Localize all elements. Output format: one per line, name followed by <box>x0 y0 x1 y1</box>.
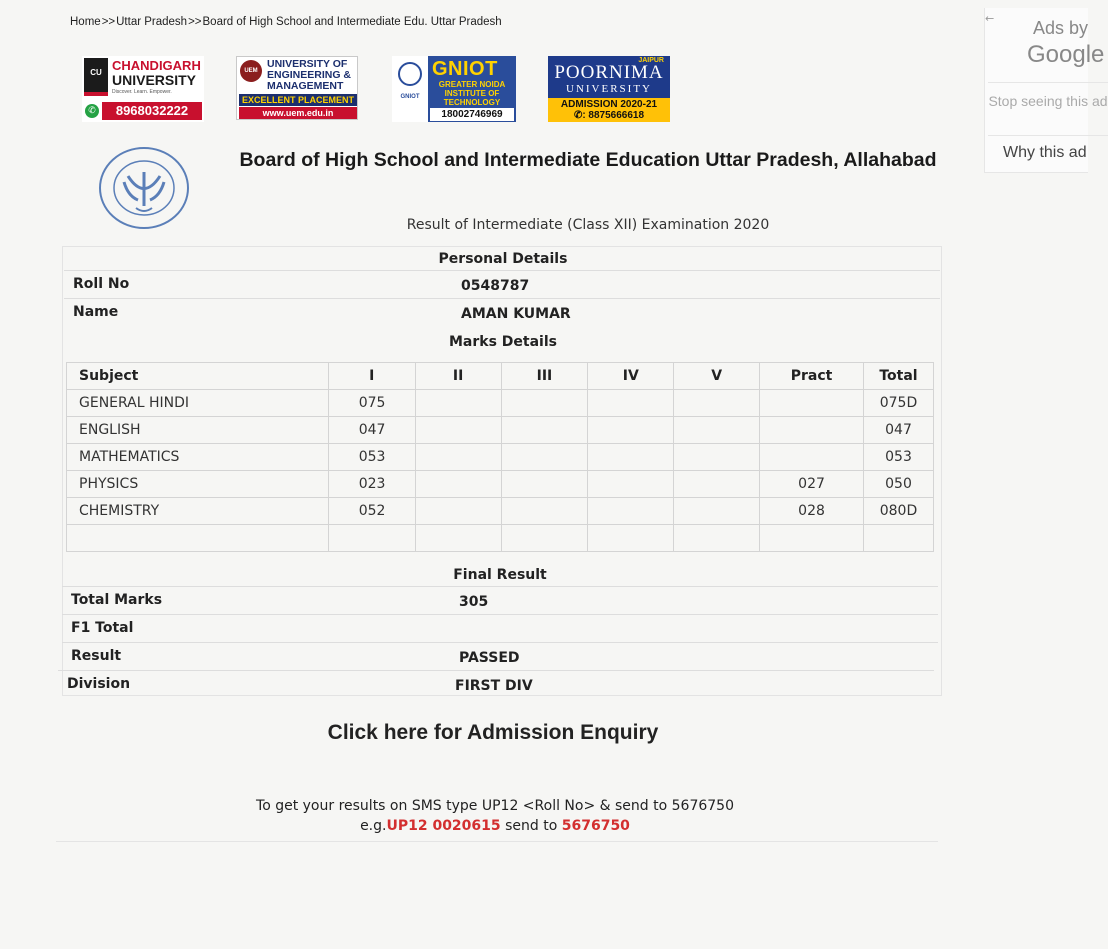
f1-total-label: F1 Total <box>71 620 134 636</box>
sms-send-to: send to <box>500 818 562 834</box>
total-cell: 050 <box>863 471 933 498</box>
why-this-ad-link[interactable]: Why this ad <box>1003 144 1087 161</box>
total-cell: 047 <box>863 417 933 444</box>
final-result-heading: Final Result <box>453 567 547 583</box>
board-title: Board of High School and Intermediate Education Uttar Pradesh, Allahabad <box>239 149 937 171</box>
mark-cell <box>415 525 501 552</box>
poornima-admission-label: ADMISSION 2020-21 <box>560 99 658 110</box>
poornima-phone: ✆: 8875666618 <box>573 110 645 121</box>
table-row <box>67 444 934 471</box>
personal-details-heading: Personal Details <box>438 251 568 267</box>
col-paper-5: V <box>674 363 760 390</box>
practical-cell: 027 <box>760 471 864 498</box>
total-cell: 075D <box>863 390 933 417</box>
poornima-city: JAIPUR <box>638 57 664 64</box>
col-paper-1: I <box>328 363 415 390</box>
whatsapp-icon: ✆ <box>85 104 99 118</box>
f1-total-row <box>62 614 938 642</box>
practical-cell <box>760 525 864 552</box>
breadcrumb-state-link[interactable]: Uttar Pradesh <box>116 16 188 28</box>
mark-cell <box>501 525 588 552</box>
uem-logo-icon: UEM <box>240 60 262 82</box>
col-total: Total <box>863 363 933 390</box>
sms-instruction: To get your results on SMS type UP12 <Roll No> & send to 5676750 <box>256 798 734 814</box>
col-paper-3: III <box>501 363 588 390</box>
breadcrumb-home-link[interactable]: Home <box>70 16 101 28</box>
mark-cell <box>328 525 415 552</box>
mark-cell: 023 <box>328 471 415 498</box>
name-row <box>64 298 940 326</box>
cu-tagline: Discover. Learn. Empower. <box>112 89 172 95</box>
mark-cell <box>588 444 674 471</box>
breadcrumb-current: Board of High School and Intermediate Edu. Uttar Pradesh <box>202 16 502 28</box>
roll-value: 0548787 <box>461 278 530 294</box>
practical-cell: 028 <box>760 498 864 525</box>
total-marks-label: Total Marks <box>71 592 163 608</box>
mark-cell <box>415 471 501 498</box>
sms-number: 5676750 <box>561 818 630 834</box>
poornima-admission <box>548 98 670 122</box>
total-marks-value: 305 <box>459 594 489 610</box>
subject-cell: PHYSICS <box>67 471 329 498</box>
poornima-university: UNIVERSITY <box>566 83 652 95</box>
mark-cell <box>415 498 501 525</box>
poornima-ad[interactable] <box>548 56 670 122</box>
google-logo: Google <box>1027 41 1105 68</box>
subject-cell <box>67 525 329 552</box>
ads-by-label: Ads by <box>1033 18 1089 38</box>
uem-url: www.uem.edu.in <box>239 107 357 119</box>
mark-cell <box>674 444 760 471</box>
name-value: AMAN KUMAR <box>461 306 571 322</box>
mark-cell <box>674 498 760 525</box>
gniot-ad[interactable] <box>392 56 516 122</box>
mark-cell <box>674 390 760 417</box>
mark-cell <box>588 498 674 525</box>
back-arrow-icon[interactable]: ← <box>985 12 995 25</box>
practical-cell <box>760 390 864 417</box>
poornima-name: POORNIMA <box>554 62 664 83</box>
mark-cell <box>501 444 588 471</box>
gniot-phone: 18002746969 <box>430 108 514 121</box>
division-row <box>58 670 934 698</box>
col-subject: Subject <box>67 363 329 390</box>
mark-cell: 052 <box>328 498 415 525</box>
total-cell: 053 <box>863 444 933 471</box>
col-paper-4: IV <box>588 363 674 390</box>
up-government-seal-icon <box>98 146 190 230</box>
mark-cell <box>501 471 588 498</box>
mark-cell <box>588 471 674 498</box>
mark-cell: 053 <box>328 444 415 471</box>
mark-cell <box>674 471 760 498</box>
gniot-name: GNIOT <box>432 58 498 80</box>
col-practical: Pract <box>760 363 864 390</box>
sms-info <box>200 796 790 836</box>
admission-enquiry-link[interactable]: Click here for Admission Enquiry <box>327 721 659 744</box>
mark-cell <box>501 498 588 525</box>
stop-seeing-ad-button[interactable]: Stop seeing this ad <box>988 82 1108 136</box>
google-ad-panel <box>984 8 1108 173</box>
cu-name <box>112 58 201 88</box>
total-cell: 080D <box>863 498 933 525</box>
roll-label: Roll No <box>73 276 130 292</box>
cu-name-line1: CHANDIGARH <box>112 58 201 73</box>
exam-title: Result of Intermediate (Class XII) Examination 2020 <box>406 217 770 233</box>
sms-example-code: UP12 0020615 <box>386 818 501 834</box>
marks-details-heading: Marks Details <box>449 334 557 350</box>
gniot-emblem-icon <box>392 56 428 122</box>
chandigarh-university-ad[interactable] <box>82 56 204 122</box>
mark-cell <box>588 525 674 552</box>
breadcrumb-separator: >> <box>188 16 202 28</box>
total-marks-row <box>62 586 938 614</box>
result-value: PASSED <box>459 650 520 666</box>
table-row <box>67 390 934 417</box>
subject-cell: GENERAL HINDI <box>67 390 329 417</box>
breadcrumb-separator: >> <box>101 16 116 28</box>
roll-row <box>64 270 940 298</box>
mark-cell <box>415 417 501 444</box>
mark-cell <box>674 525 760 552</box>
cu-phone: 8968032222 <box>102 102 202 120</box>
gniot-subtitle: GREATER NOIDA INSTITUTE OF TECHNOLOGY <box>438 80 506 107</box>
subject-cell: ENGLISH <box>67 417 329 444</box>
subject-cell: MATHEMATICS <box>67 444 329 471</box>
table-row <box>67 498 934 525</box>
sms-eg-label: e.g. <box>360 818 387 834</box>
uem-title: UNIVERSITY OF ENGINEERING & MANAGEMENT <box>267 58 352 92</box>
marks-header-row <box>67 363 934 390</box>
result-label: Result <box>71 648 122 664</box>
mark-cell <box>415 390 501 417</box>
mark-cell: 047 <box>328 417 415 444</box>
practical-cell <box>760 444 864 471</box>
subject-cell: CHEMISTRY <box>67 498 329 525</box>
uem-ad[interactable] <box>236 56 358 120</box>
practical-cell <box>760 417 864 444</box>
breadcrumb <box>70 16 502 28</box>
total-cell <box>863 525 933 552</box>
result-row <box>62 642 938 670</box>
divider <box>56 841 938 842</box>
gniot-emblem-label: GNIOT <box>400 94 420 100</box>
cu-name-line2: UNIVERSITY <box>112 72 197 88</box>
table-row <box>67 417 934 444</box>
mark-cell <box>415 444 501 471</box>
name-label: Name <box>73 304 119 320</box>
mark-cell <box>674 417 760 444</box>
table-row <box>67 525 934 552</box>
division-label: Division <box>67 676 131 692</box>
cu-badge-icon: CU <box>84 58 108 96</box>
col-paper-2: II <box>415 363 501 390</box>
mark-cell <box>501 417 588 444</box>
mark-cell <box>588 390 674 417</box>
marks-table <box>66 362 934 552</box>
mark-cell: 075 <box>328 390 415 417</box>
sms-example <box>200 816 790 836</box>
uem-placement: EXCELLENT PLACEMENT <box>239 94 357 106</box>
mark-cell <box>501 390 588 417</box>
mark-cell <box>588 417 674 444</box>
table-row <box>67 471 934 498</box>
division-value: FIRST DIV <box>455 678 533 694</box>
